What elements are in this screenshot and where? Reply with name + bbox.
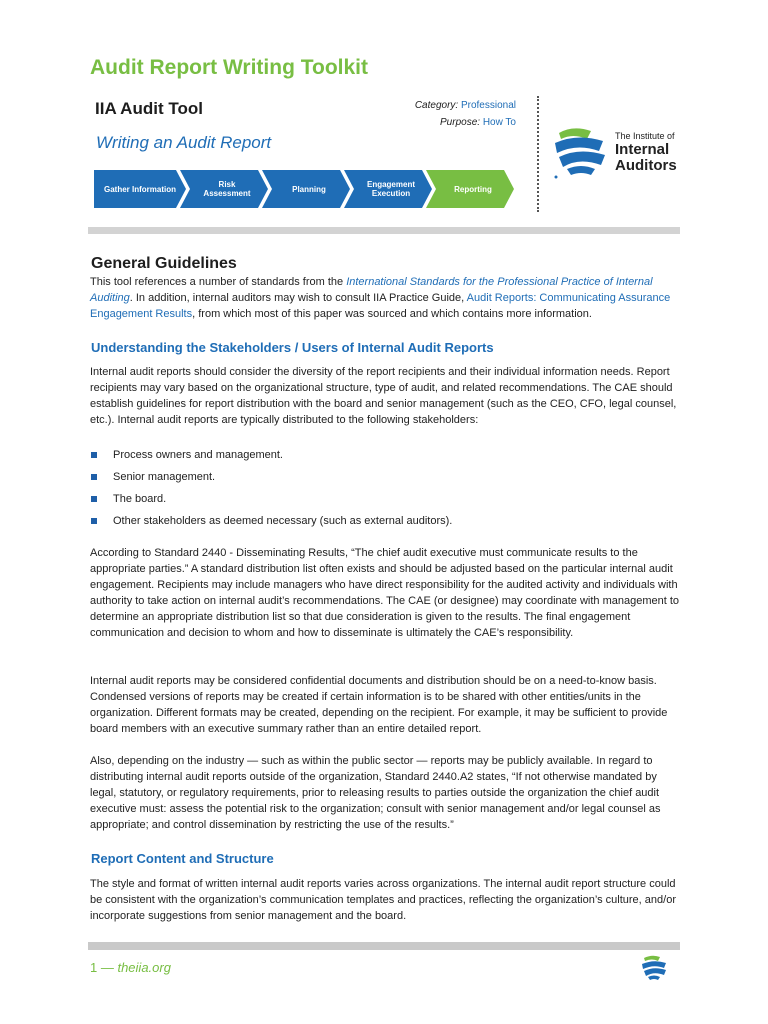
step-reporting: Reporting: [454, 184, 492, 194]
footer: [90, 960, 171, 975]
category-value: Professional: [460, 100, 516, 111]
step-engagement-execution: Engagement Execution: [366, 180, 415, 198]
purpose-label: Purpose:: [440, 117, 481, 128]
footer-globe-icon: [640, 954, 668, 982]
purpose-meta: [400, 117, 516, 128]
site-link[interactable]: theiia.org: [117, 960, 171, 975]
practice-guide-link[interactable]: Audit Reports: Communicating Assurance Engagement Results: [90, 292, 671, 320]
list-item: Other stakeholders as deemed necessary (such as external auditors).: [90, 514, 452, 536]
tool-subtitle: Writing an Audit Report: [96, 133, 272, 152]
stakeholders-paragraph-4: Also, depending on the industry — such as within the public sector — reports may be publicly available. In regard to distributing internal audit reports outside of the organization, Standard 2440.A2 states, “If not otherwise mandated by legal, statutory, or regulatory requirements, prior to releasing results to parties outside the organization the chief audit executive must: assess the potential risk to the organization; consult with senior management and/or legal counsel as appropriate; and control dissemination by restricting the use of the results.”: [90, 755, 661, 831]
report-content-paragraph: The style and format of written internal audit reports varies across organizations. The internal audit report structure could be consistent with the organization’s communication templates and practices, reflecting the organization’s culture, and/or incorporate suggestions from senior management and the board.: [90, 878, 676, 922]
logo-line-3: Auditors: [615, 157, 677, 174]
intro-paragraph: This tool references a number of standards from the International Standards for the Professional Practice of Internal Auditing. In addition, internal auditors may wish to consult IIA Practice Guide, Audit Reports: Communicating Assurance Engagement Results, from which most of this paper was sourced and which contains more information.: [90, 276, 671, 320]
list-item: The board.: [90, 492, 452, 514]
subheading-stakeholders: Understanding the Stakeholders / Users of Internal Audit Reports: [91, 340, 494, 355]
list-item: Process owners and management.: [90, 448, 452, 470]
tool-title: IIA Audit Tool: [95, 99, 203, 118]
header-divider: [537, 96, 539, 212]
list-item: Senior management.: [90, 470, 452, 492]
header-separator-bar: [88, 227, 680, 234]
document-title: Audit Report Writing Toolkit: [90, 56, 369, 79]
process-steps: [94, 170, 514, 208]
section-title: General Guidelines: [91, 255, 237, 272]
stakeholders-paragraph-3: Internal audit reports may be considered confidential documents and distribution should be on a need-to-know basis. Condensed versions of reports may be created if certain information is to be shared with other entities/units in the organization. Different formats may be created, depending on the recipient. For example, it may be sufficient to provide board members with an executive summary rather than an entire detailed report.: [90, 675, 668, 735]
footer-separator-bar: [88, 942, 680, 950]
category-meta: [400, 100, 516, 111]
iia-logo: [553, 125, 683, 183]
stakeholders-paragraph-1: Internal audit reports should consider the diversity of the report recipients and their individual information needs. Report recipients may vary based on the organizational structure, type of audit, and related recommendations. The CAE should establish guidelines for report distribution with the board and senior management (such as the CEO, CFO, legal counsel, etc.). Internal audit reports are typically distributed to the following stakeholders:: [90, 366, 677, 426]
step-gather-information: Gather Information: [103, 184, 176, 194]
globe-icon: [555, 128, 606, 178]
category-label: Category:: [414, 100, 459, 111]
subheading-report-content: Report Content and Structure: [91, 851, 274, 866]
purpose-value: How To: [482, 117, 516, 128]
logo-line-1: The Institute of: [615, 131, 675, 141]
standards-link[interactable]: International Standards for the Professional Practice of Internal Auditing: [90, 276, 653, 304]
logo-line-2: Internal: [615, 141, 670, 158]
stakeholders-paragraph-2: According to Standard 2440 - Disseminating Results, “The chief audit executive must communicate results to the appropriate parties.” A standard distribution list often exists and should be adjusted based on the particular internal audit engagement. Recipients may include managers who have direct responsibility for the audited activity and individuals with authority to take action on internal audit’s recommendations. The CAE (or designee) may coordinate with management to determine an appropriate distribution list so that due consideration is given to the results. The final engagement communication and decision to whom and how to disseminate is ultimately the CAE’s responsibility.: [90, 547, 680, 639]
stakeholder-list: [90, 448, 452, 536]
step-planning: Planning: [292, 184, 326, 194]
step-risk-assessment: Risk Assessment: [203, 180, 251, 198]
page-number: 1 —: [90, 960, 118, 975]
